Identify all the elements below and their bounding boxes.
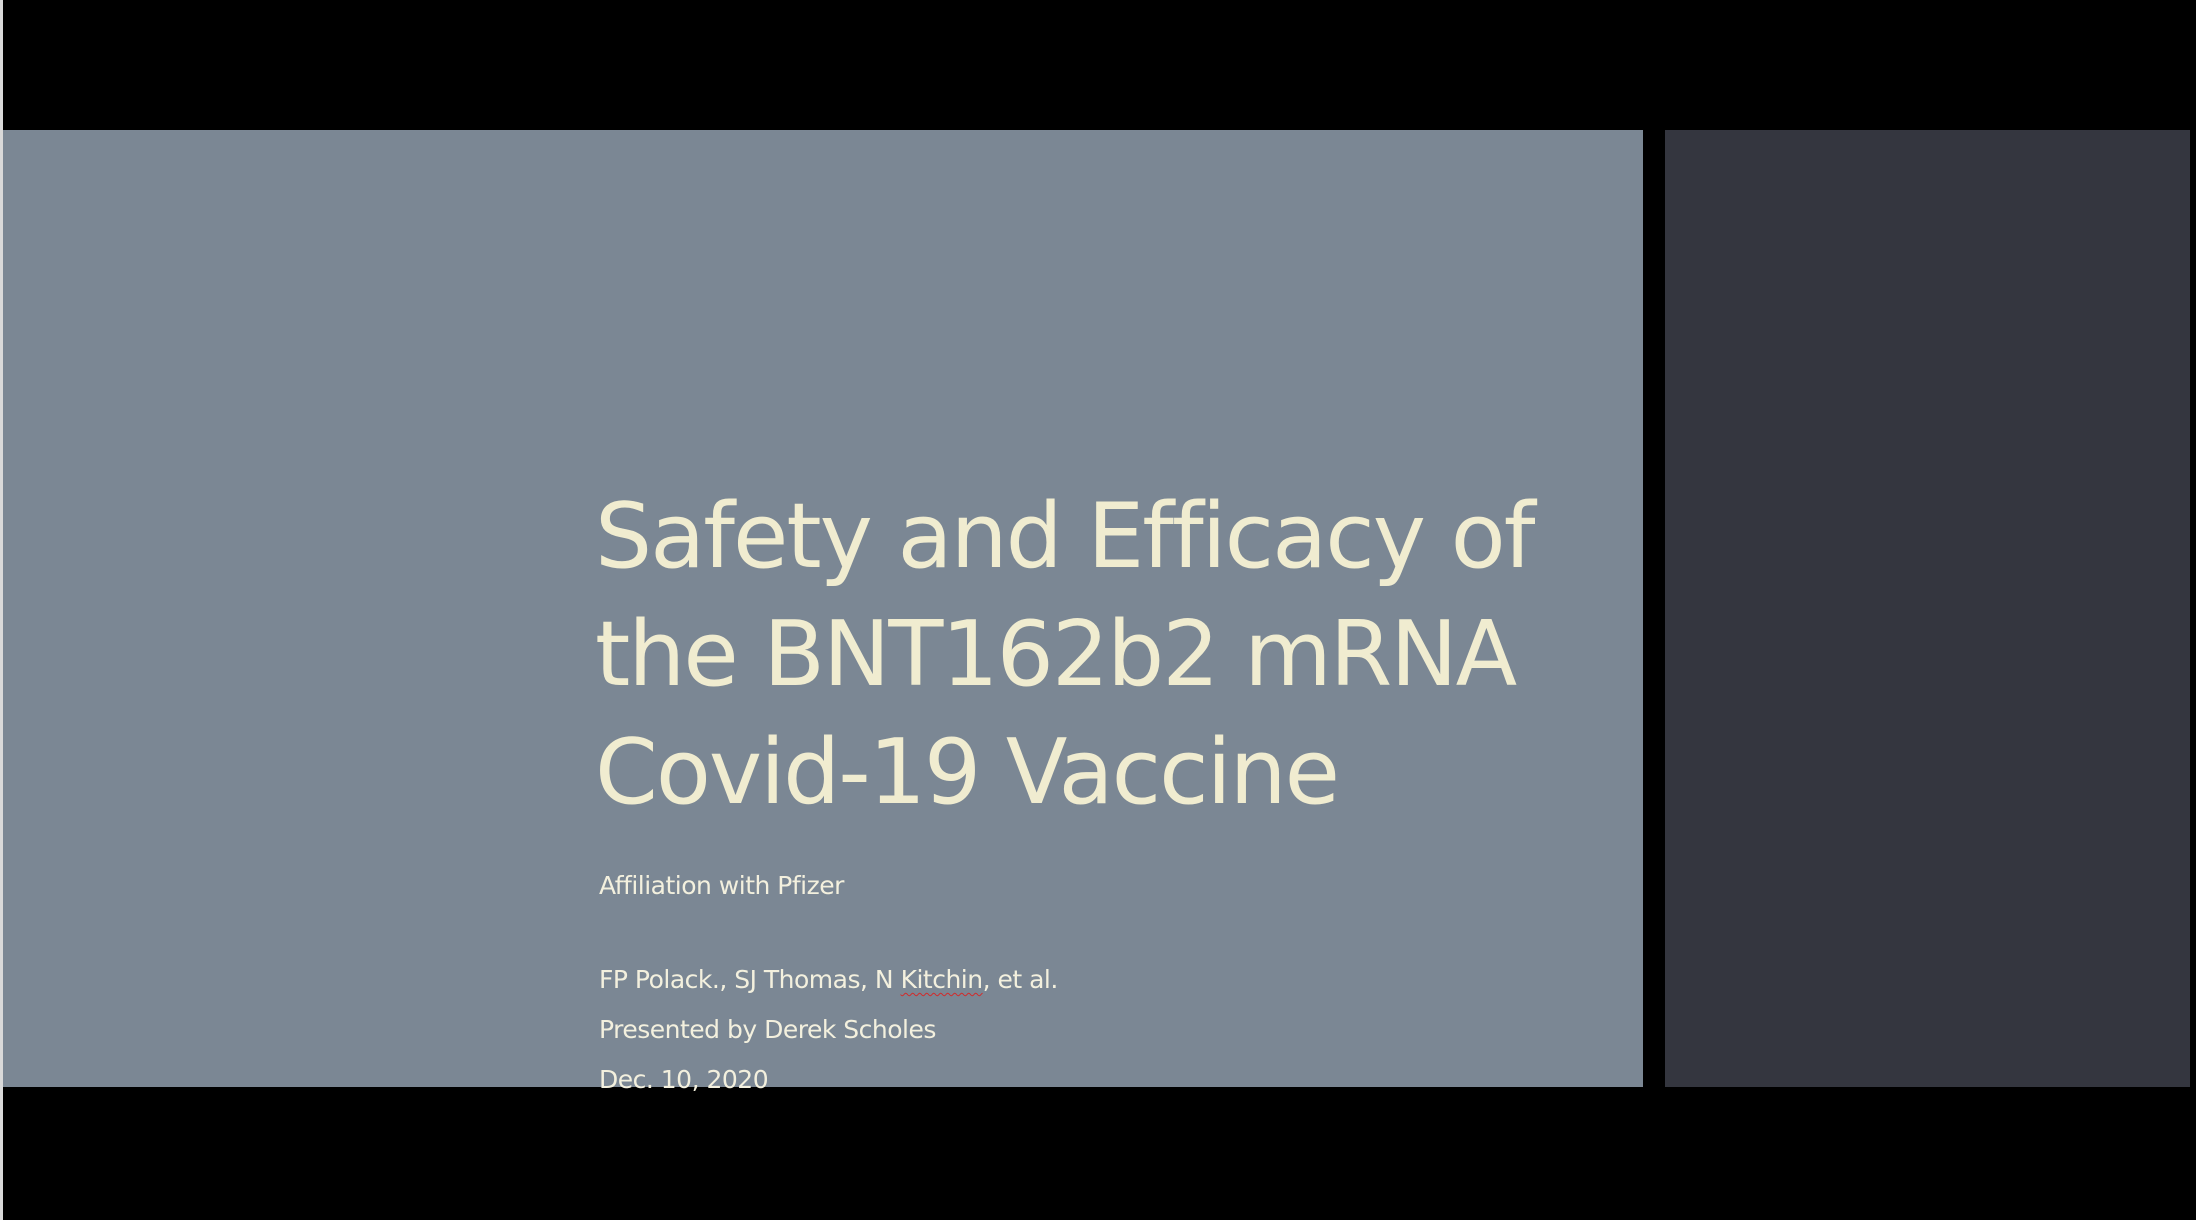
slide-subtitle[interactable]: Affiliation with Pfizer [599, 871, 844, 900]
authors-suffix: , et al. [982, 965, 1058, 994]
presenter-line: Presented by Derek Scholes [599, 1015, 936, 1044]
date-line: Dec. 10, 2020 [599, 1065, 769, 1094]
authors-line [599, 960, 1058, 1010]
byline-block[interactable] [599, 960, 1058, 1110]
side-panel [1665, 130, 2190, 1087]
slide-title[interactable]: Safety and Efficacy of the BNT162b2 mRNA Covid-19 Vaccine [595, 484, 1534, 825]
authors-text: FP Polack., SJ Thomas, N [599, 965, 901, 994]
spellcheck-flagged-word[interactable]: Kitchin [900, 965, 983, 994]
slide-canvas[interactable] [3, 130, 1643, 1094]
